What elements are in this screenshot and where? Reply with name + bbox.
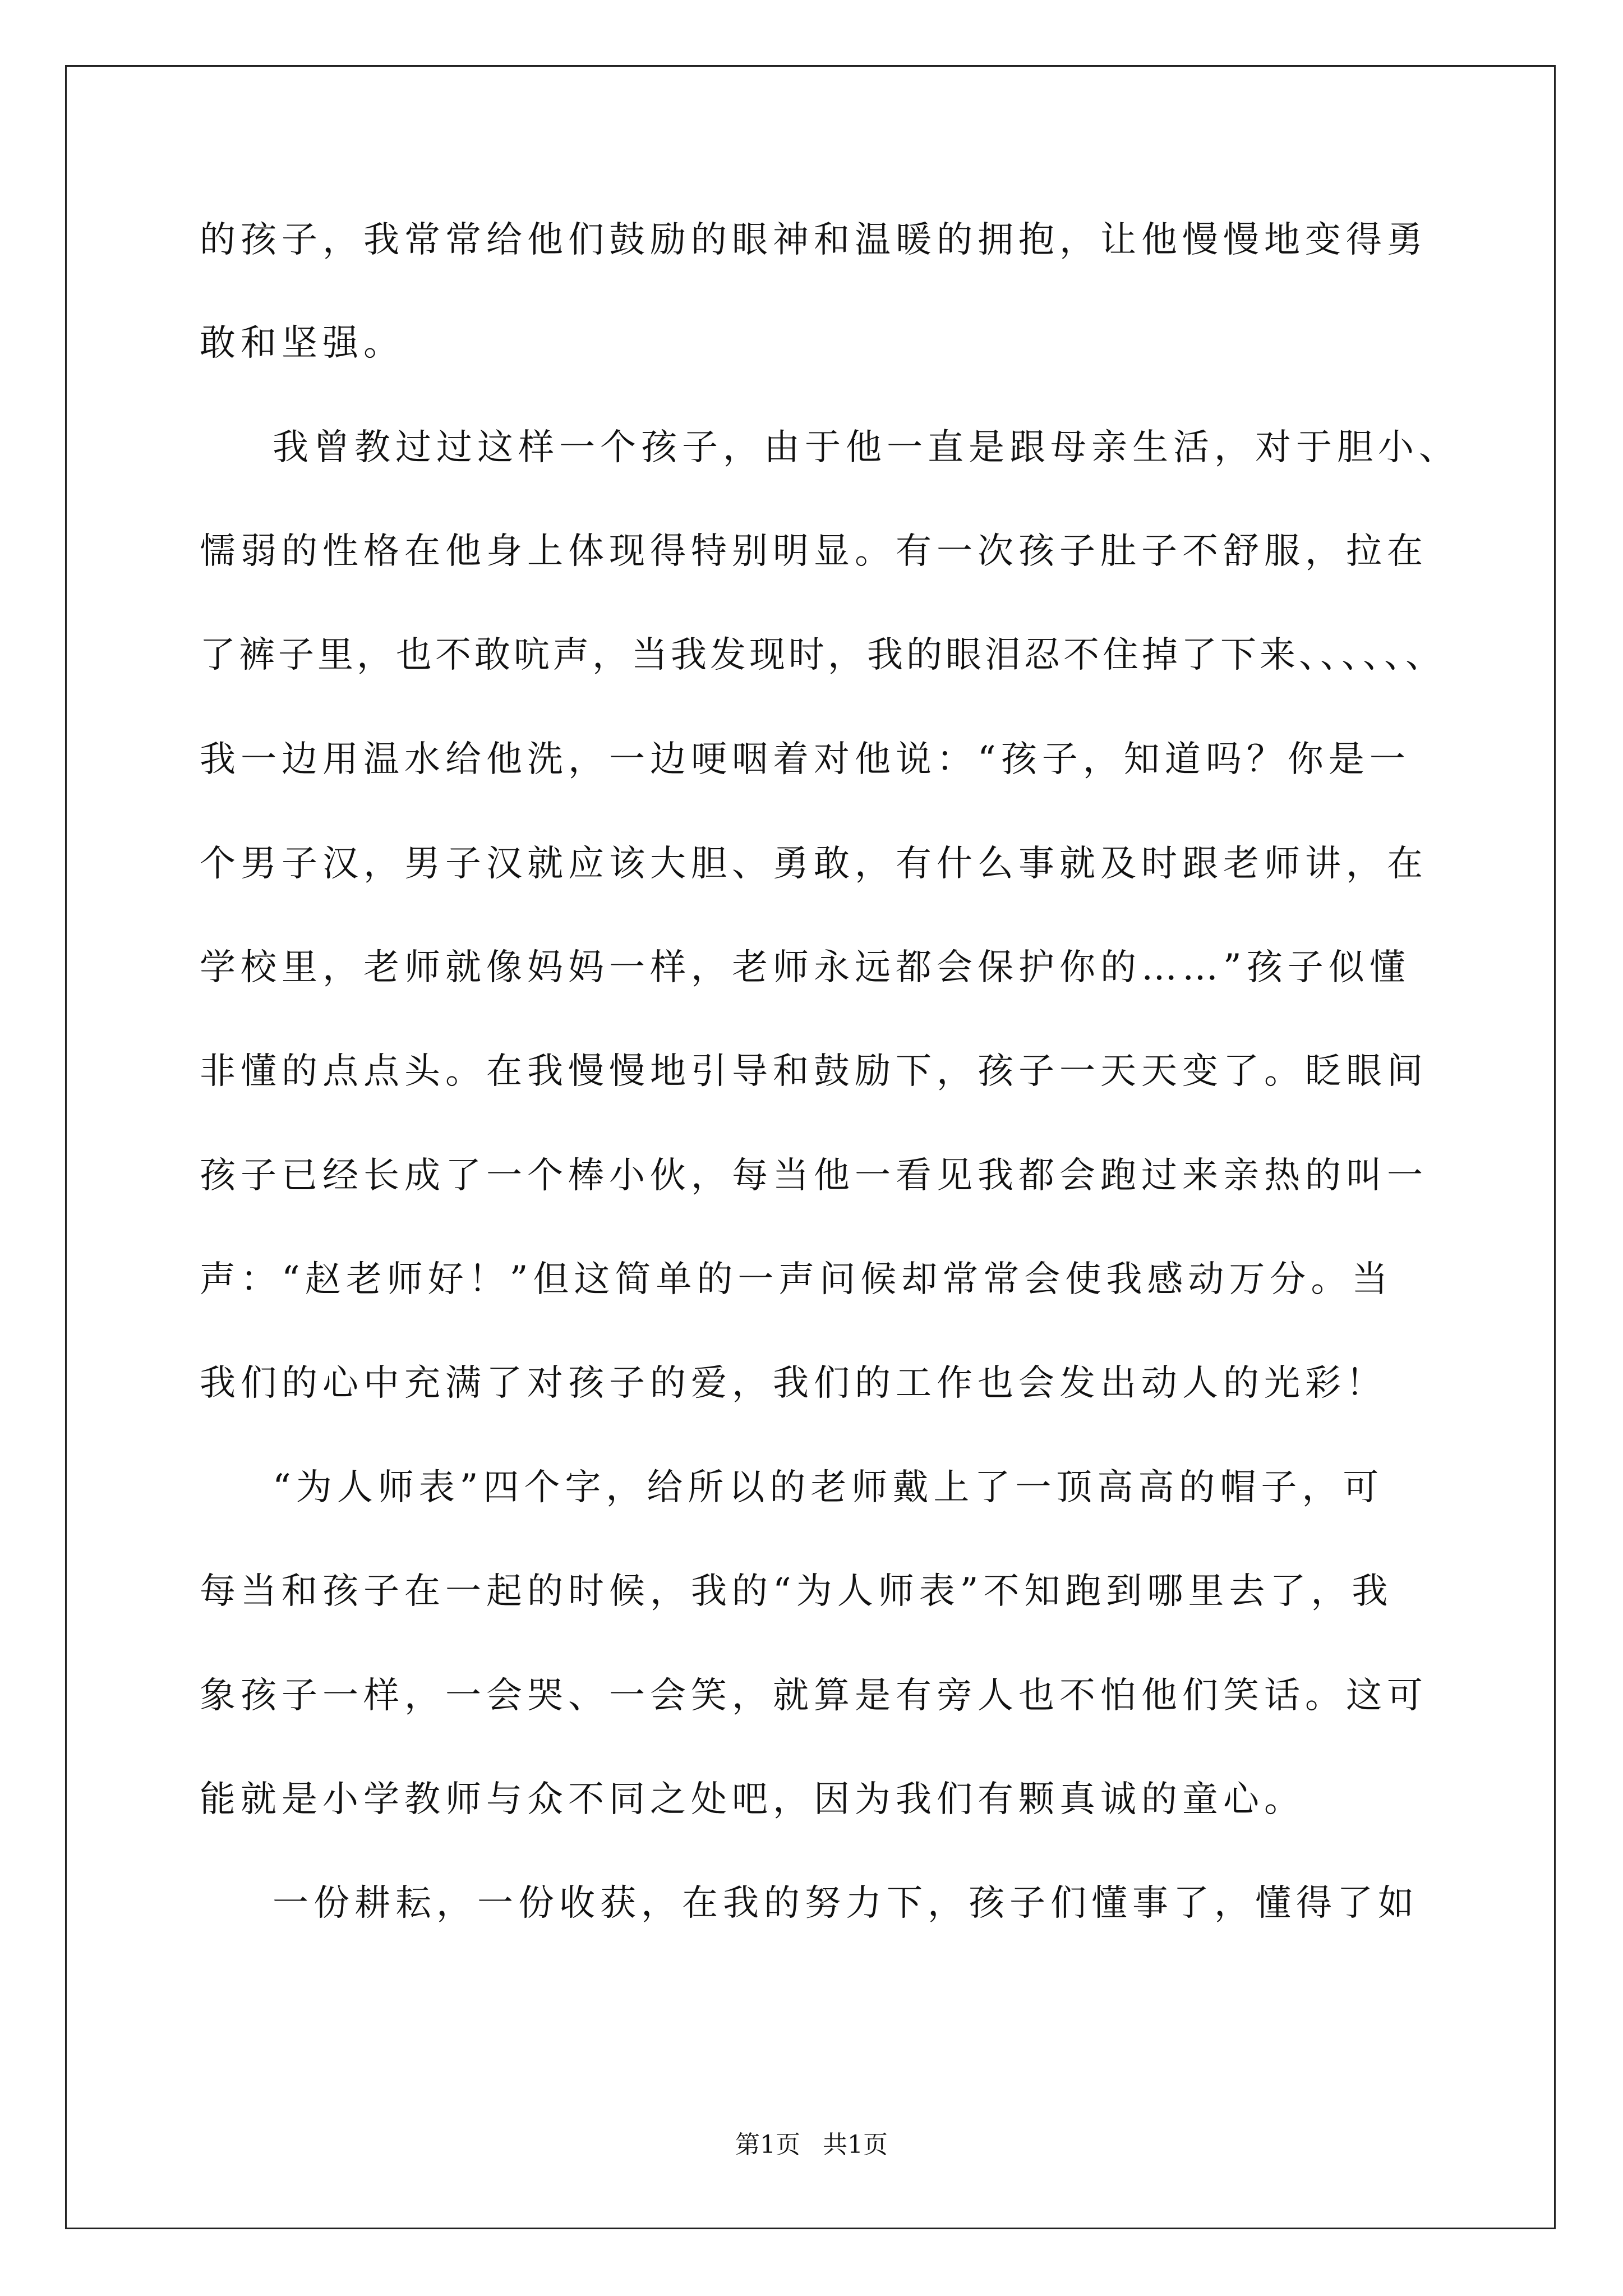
text-line: 了裤子里，也不敢吭声，当我发现时，我的眼泪忍不住掉了下来、、、、、、 xyxy=(200,634,1445,676)
paragraph-start-line: 我曾教过过这样一个孩子，由于他一直是跟母亲生活，对于胆小、 xyxy=(273,427,1460,468)
text-line: 我们的心中充满了对孩子的爱，我们的工作也会发出动人的光彩！ xyxy=(200,1363,1387,1404)
paragraph-start-line: 一份耕耘，一份收获，在我的努力下，孩子们懂事了，懂得了如 xyxy=(273,1883,1419,1924)
page-number: 第1页 xyxy=(735,2131,800,2159)
text-line: 敢和坚强。 xyxy=(200,323,404,364)
text-line: 个男子汉，男子汉就应该大胆、勇敢，有什么事就及时跟老师讲，在 xyxy=(200,843,1428,885)
text-line: 能就是小学教师与众不同之处吧，因为我们有颗真诚的童心。 xyxy=(200,1779,1305,1820)
text-line: 每当和孩子在一起的时候，我的“为人师表”不知跑到哪里去了，我 xyxy=(200,1571,1393,1612)
text-line: 懦弱的性格在他身上体现得特别明显。有一次孩子肚子不舒服，拉在 xyxy=(200,531,1428,572)
text-line: 的孩子，我常常给他们鼓励的眼神和温暖的拥抱，让他慢慢地变得勇 xyxy=(200,219,1428,261)
text-line: 我一边用温水给他洗，一边哽咽着对他说：“孩子，知道吗？你是一 xyxy=(200,739,1410,780)
text-line: 非懂的点点头。在我慢慢地引导和鼓励下，孩子一天天变了。眨眼间 xyxy=(200,1051,1428,1092)
text-line: 孩子已经长成了一个棒小伙，每当他一看见我都会跑过来亲热的叫一 xyxy=(200,1155,1428,1197)
text-line: 声：“赵老师好！”但这简单的一声问候却常常会使我感动万分。当 xyxy=(200,1259,1393,1300)
page-footer xyxy=(0,2129,1623,2161)
paragraph-start-line: “为人师表”四个字，给所以的老师戴上了一顶高高的帽子，可 xyxy=(273,1467,1384,1508)
text-line: 象孩子一样，一会哭、一会笑，就算是有旁人也不怕他们笑话。这可 xyxy=(200,1675,1428,1717)
text-line: 学校里，老师就像妈妈一样，老师永远都会保护你的……”孩子似懂 xyxy=(200,947,1410,988)
page-total: 共1页 xyxy=(823,2131,888,2159)
